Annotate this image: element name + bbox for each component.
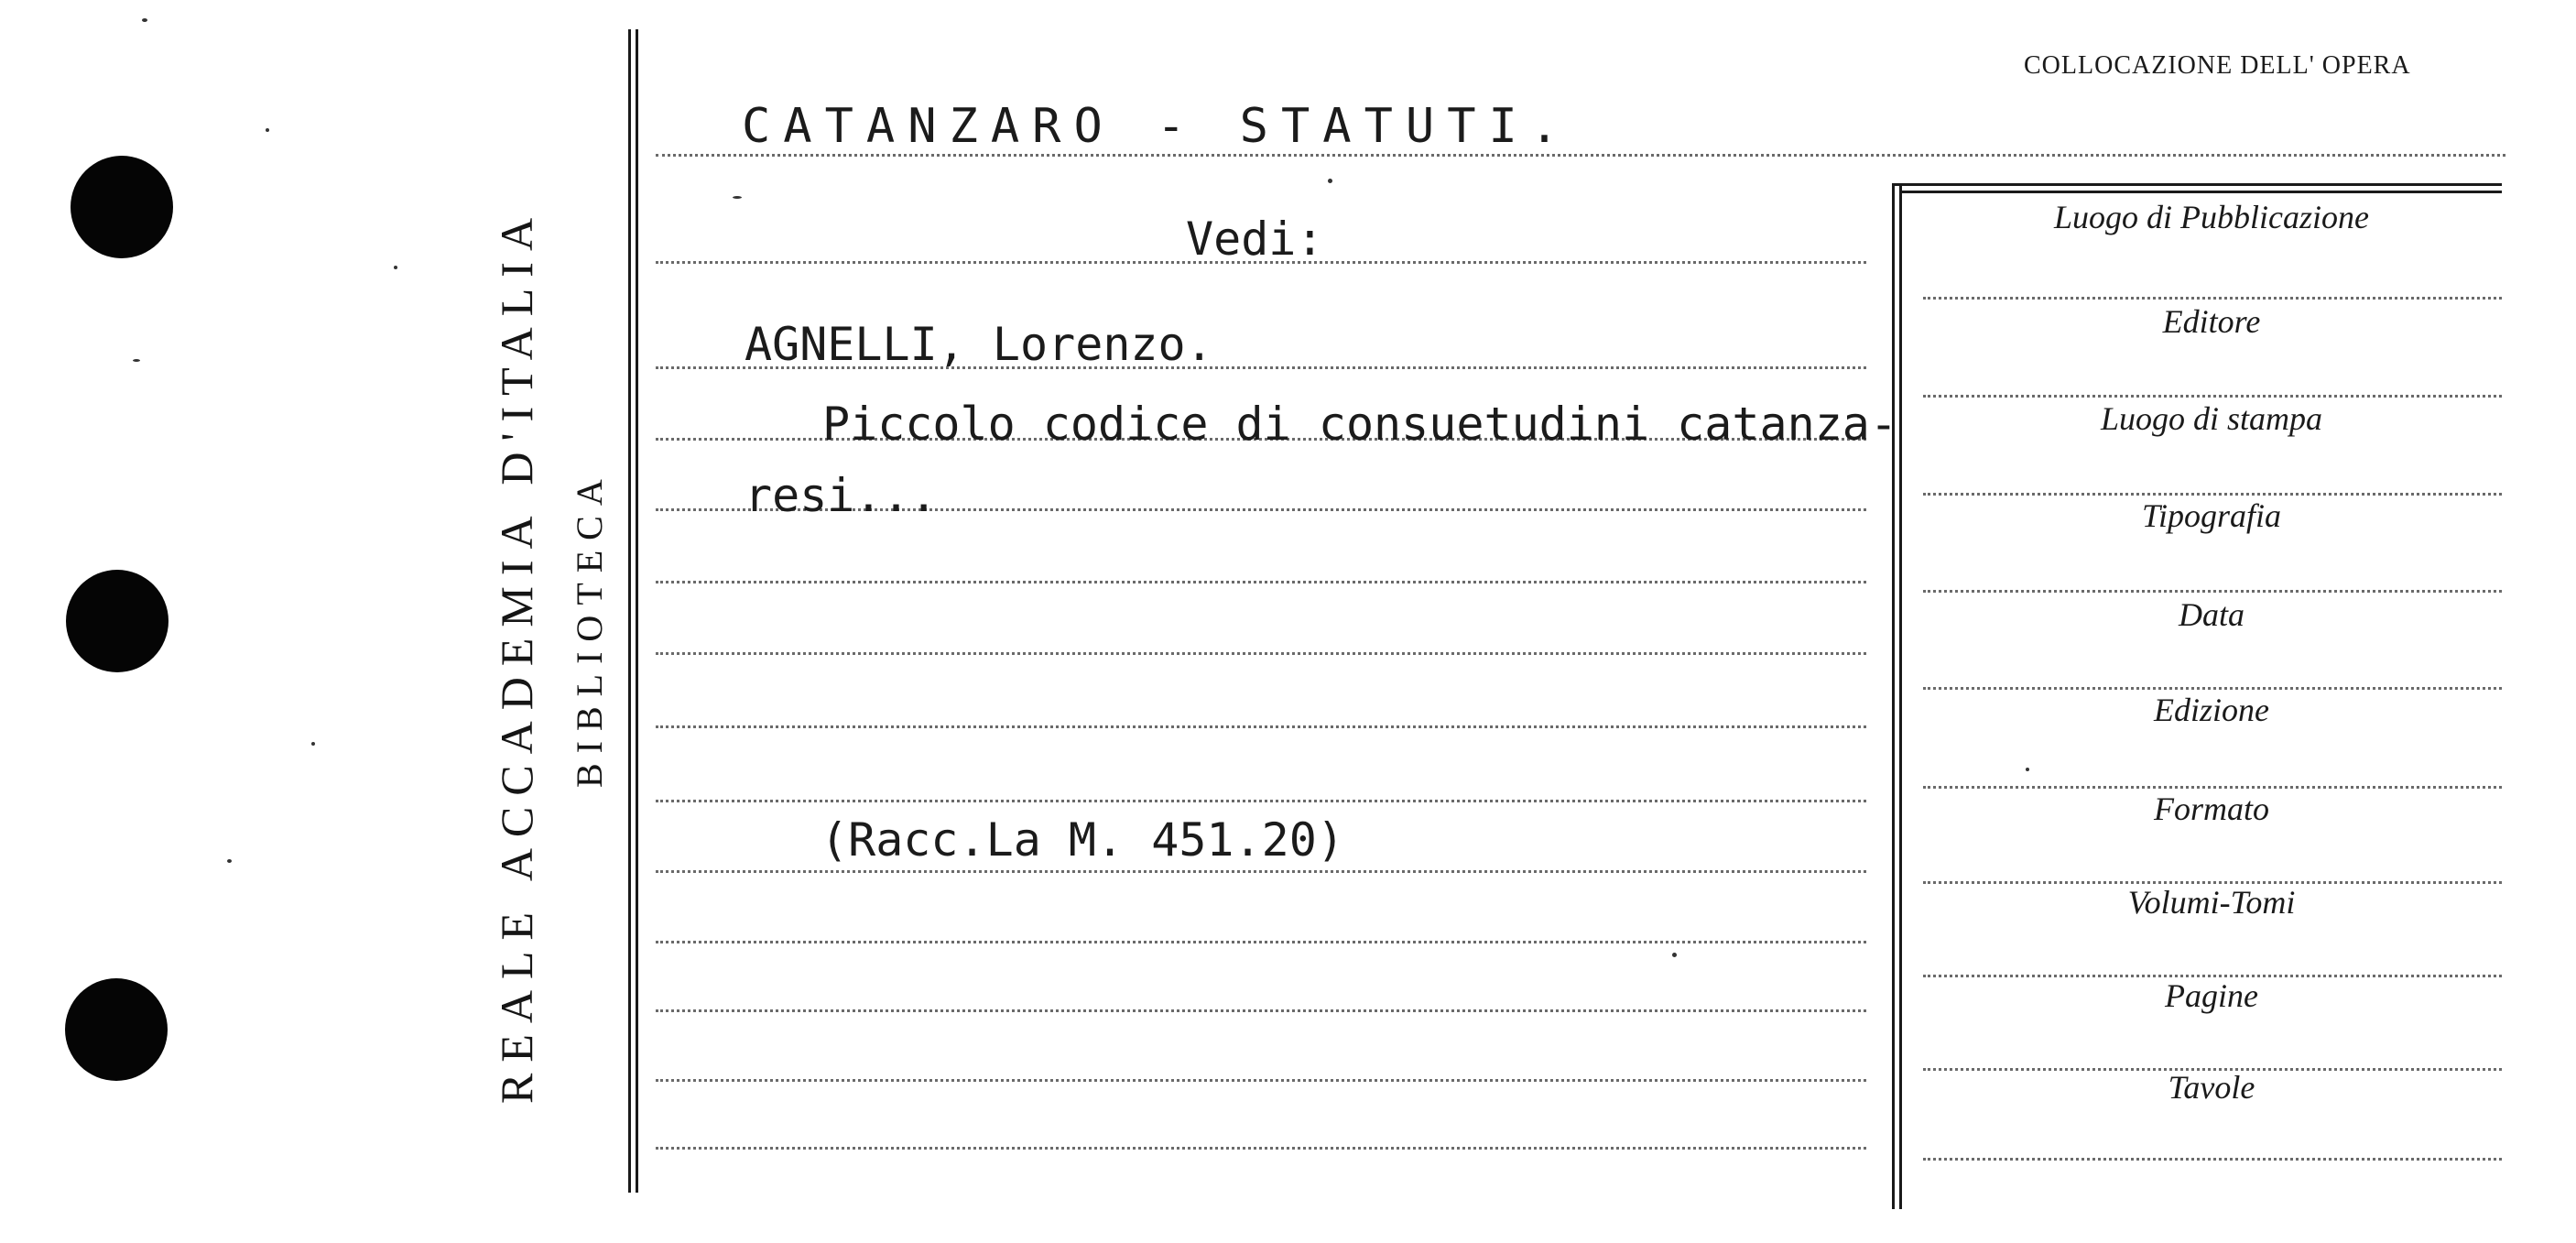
panel-double-rule-a xyxy=(1892,183,1895,1209)
field-label-tavole: Tavole xyxy=(2168,1069,2255,1106)
panel-ruled-line xyxy=(1923,395,2502,398)
field-label-volumi-tomi: Volumi-Tomi xyxy=(2127,884,2296,921)
ruled-line xyxy=(656,800,1866,802)
entry-author: AGNELLI, Lorenzo. xyxy=(745,318,1213,371)
scan-speck xyxy=(1328,179,1332,183)
field-label-data: Data xyxy=(2179,596,2244,633)
ruled-line xyxy=(656,1147,1866,1150)
panel-double-rule-b xyxy=(1899,183,1902,1209)
ruled-line xyxy=(656,652,1866,655)
field-label-edizione: Edizione xyxy=(2154,692,2269,728)
left-double-rule-b xyxy=(636,29,638,1193)
panel-ruled-line xyxy=(1923,590,2502,593)
ruled-line xyxy=(656,1009,1866,1012)
field-label-editore: Editore xyxy=(2162,303,2261,340)
panel-ruled-line xyxy=(1923,1158,2502,1161)
punch-hole-middle xyxy=(66,570,168,672)
scan-speck xyxy=(266,128,269,132)
field-label-luogo-di-stampa: Luogo di stampa xyxy=(2100,400,2323,437)
scan-speck xyxy=(394,266,397,269)
field-label-pagine: Pagine xyxy=(2165,977,2258,1014)
ruled-line xyxy=(656,725,1866,728)
scan-speck xyxy=(311,742,315,746)
panel-top-rule-a xyxy=(1892,183,2502,186)
panel-ruled-line xyxy=(1923,493,2502,496)
entry-title-line-1: Piccolo codice di consuetudini catanza- xyxy=(822,398,1897,451)
ruled-line xyxy=(656,581,1866,583)
panel-top-rule-b xyxy=(1899,191,2502,193)
scan-speck xyxy=(227,859,232,863)
punch-hole-top xyxy=(71,156,173,258)
left-double-rule-a xyxy=(628,29,631,1193)
institution-name: REALE ACCADEMIA D'ITALIA xyxy=(491,206,542,1104)
punch-hole-bottom xyxy=(65,978,168,1081)
shelfmark: (Racc.La M. 451.20) xyxy=(821,813,1344,867)
entry-heading: CATANZARO - STATUTI. xyxy=(742,99,1572,154)
scan-speck xyxy=(2026,768,2029,771)
panel-ruled-line xyxy=(1923,297,2502,300)
see-reference: Vedi: xyxy=(1186,213,1324,266)
ruled-line xyxy=(656,1079,1866,1082)
field-label-tipografia: Tipografia xyxy=(2141,497,2282,534)
scan-speck xyxy=(142,18,147,22)
field-label-formato: Formato xyxy=(2154,791,2269,827)
panel-ruled-line xyxy=(1923,687,2502,690)
ruled-line xyxy=(656,154,2505,157)
field-label-luogo-di-pubblicazione: Luogo di Pubblicazione xyxy=(2054,199,2369,235)
entry-title-line-2: resi... xyxy=(745,469,938,522)
panel-ruled-line xyxy=(1923,786,2502,789)
scan-speck xyxy=(1672,953,1677,957)
collocation-label: COLLOCAZIONE DELL' OPERA xyxy=(2024,51,2411,80)
scan-speck xyxy=(133,359,140,362)
library-name: BIBLIOTECA xyxy=(569,469,610,788)
ruled-line xyxy=(656,870,1866,873)
scan-speck xyxy=(733,196,742,199)
ruled-line xyxy=(656,941,1866,943)
